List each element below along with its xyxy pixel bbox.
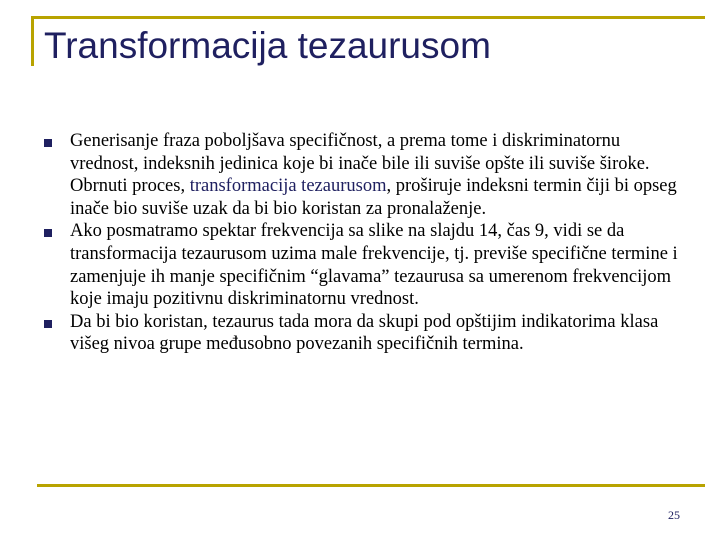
slide-title: Transformacija tezaurusom [44, 25, 491, 66]
left-rule [31, 16, 34, 66]
bullet-text-3: Da bi bio koristan, tezaurus tada mora da skupi pod opštijim indikatorima klasa višeg nivoa grupe međusobno povezanih specifičnih termina. [70, 311, 659, 355]
top-rule [33, 16, 705, 19]
bullet-item-1 [42, 130, 692, 220]
highlight-term: transformacija tezaurusom [189, 176, 387, 197]
square-bullet-icon [44, 229, 52, 237]
page-number: 25 [668, 508, 680, 522]
bullet-text-1b: , proširuje indeksni termin čiji bi opseg inače bio suviše uzak da bi bio koristan za pronalaženje. [70, 176, 677, 219]
bullet-list [42, 130, 692, 356]
bullet-text-2: Ako posmatramo spektar frekvencija sa slike na slajdu 14, čas 9, vidi se da transformacija tezaurusom uzima male frekvencije, tj. previše specifične termine i zamenjuje ih manje specifičnim “glavama” tezaurusa sa umerenom frekvencijom koje imaju pozitivnu diskriminatornu vrednost. [70, 221, 678, 310]
square-bullet-icon [44, 139, 52, 147]
bullet-item-3 [42, 311, 692, 356]
square-bullet-icon [44, 320, 52, 328]
bullet-item-2 [42, 220, 692, 310]
bottom-rule [37, 484, 705, 487]
bullet-text-1a: Generisanje fraza poboljšava specifičnost, a prema tome i diskriminatornu vrednost, indeksnih jedinica koje bi inače bile ili suviše opšte ili suviše široke. Obrnuti proces, [70, 131, 650, 197]
